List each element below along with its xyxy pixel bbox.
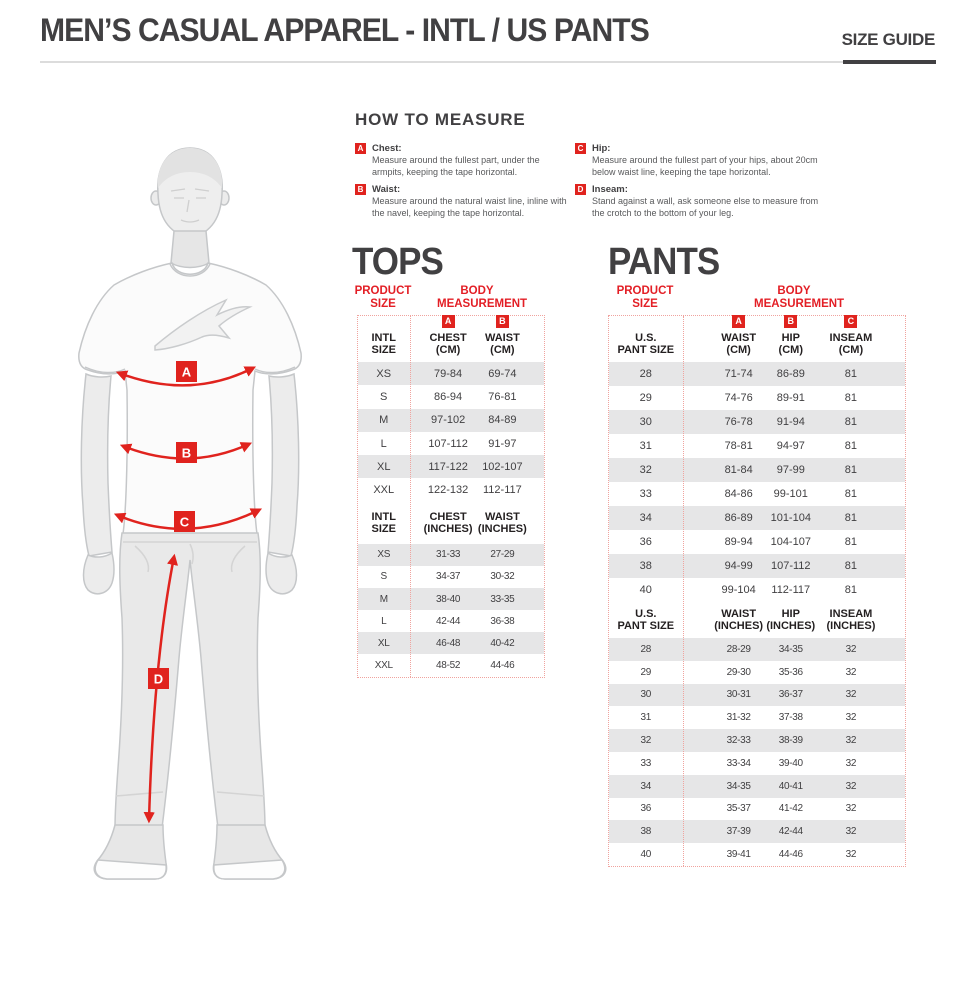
table-header-row: [609, 602, 905, 638]
left-hand: [84, 553, 114, 594]
table-rows: [358, 362, 544, 502]
table-row: [358, 544, 544, 566]
table-row: [609, 530, 905, 554]
figure-marker-c: C: [179, 514, 190, 530]
table-cell: 86-89: [724, 512, 753, 524]
table-row: [609, 434, 905, 458]
column-header: INSEAM (INCHES): [826, 608, 876, 632]
table-cell: 94-97: [776, 440, 805, 452]
table-cell: 76-81: [488, 390, 517, 403]
table-row: [609, 554, 905, 578]
table-cell: 29: [640, 666, 652, 678]
column-header: A WAIST (CM): [721, 316, 757, 356]
table-cell: 32-33: [726, 735, 751, 747]
column-header: A CHEST (CM): [429, 316, 467, 356]
table-cell: 29-30: [726, 666, 751, 678]
table-cell: 81: [844, 512, 858, 524]
table-cell: 81: [844, 584, 858, 596]
table-cell: XS: [376, 367, 392, 380]
pants-title: PANTS: [608, 241, 720, 283]
table-header-row: [609, 316, 905, 362]
table-cell: 31-33: [436, 549, 461, 561]
table-cell: 89-91: [776, 392, 805, 404]
size-guide-tab[interactable]: SIZE GUIDE: [841, 30, 935, 49]
measure-badge-a-icon: A: [732, 315, 745, 328]
table-cell: 117-122: [428, 460, 468, 473]
table-row: [609, 729, 905, 752]
measure-badge-d-icon: D: [575, 184, 586, 195]
table-cell: 46-48: [436, 637, 461, 649]
table-cell: 28: [639, 368, 652, 380]
table-cell: 107-112: [770, 560, 811, 572]
table-cell: 33: [640, 757, 652, 769]
table-row: [609, 684, 905, 707]
product-size-label: PRODUCT SIZE: [616, 285, 674, 310]
table-cell: 33-34: [726, 757, 751, 769]
table-rows: [358, 544, 544, 677]
figure-marker-b: B: [181, 445, 192, 461]
table-cell: 71-74: [724, 368, 753, 380]
measurement-figure: [55, 128, 335, 908]
table-cell: 33-35: [490, 593, 515, 605]
table-cell: 27-29: [490, 549, 515, 561]
table-cell: 36: [639, 536, 652, 548]
table-cell: 107-112: [428, 437, 468, 450]
table-cell: 32: [845, 666, 857, 678]
right-hand: [266, 553, 296, 594]
tops-title: TOPS: [352, 241, 443, 283]
table-cell: XXL: [374, 660, 393, 672]
figure-marker-d: D: [153, 671, 164, 687]
size-guide-underline: [843, 60, 936, 64]
table-cell: 99-104: [721, 584, 756, 596]
table-row: [609, 386, 905, 410]
table-cell: 86-94: [434, 390, 463, 403]
table-cell: 40-41: [778, 780, 803, 792]
table-cell: 32: [845, 689, 857, 701]
table-header-row: [358, 502, 544, 544]
pants-cm-section: [609, 316, 905, 602]
measure-text: Measure around the fullest part, under the armpits, keeping the tape horizontal.: [372, 155, 540, 177]
table-row: [609, 820, 905, 843]
table-row: [358, 566, 544, 588]
table-cell: 81: [844, 392, 858, 404]
table-cell: 34-35: [778, 643, 803, 655]
column-header: WAIST (INCHES): [714, 608, 764, 632]
table-cell: 79-84: [434, 367, 463, 380]
table-cell: 101-104: [770, 512, 811, 524]
table-cell: 33: [639, 488, 652, 500]
table-cell: 36-37: [778, 689, 803, 701]
table-cell: 34-37: [436, 571, 461, 583]
table-row: [358, 362, 544, 385]
table-cell: 35-36: [778, 666, 803, 678]
left-arm: [81, 374, 112, 556]
table-cell: 38-40: [436, 593, 461, 605]
table-cell: 31: [640, 712, 652, 724]
measure-badge-c-icon: C: [575, 143, 586, 154]
table-cell: 69-74: [488, 367, 517, 380]
table-cell: 32: [845, 849, 857, 861]
table-rows: [609, 638, 905, 866]
table-row: [609, 458, 905, 482]
tops-size-table: [352, 242, 547, 678]
table-cell: 81: [844, 488, 858, 500]
product-size-label: PRODUCT SIZE: [354, 285, 412, 310]
table-cell: 30-31: [726, 689, 751, 701]
table-cell: 76-78: [724, 416, 753, 428]
measure-text: Measure around the fullest part of your hips, about 20cm below waist line, keeping the tape horizontal.: [592, 155, 818, 177]
tops-table-box: [357, 315, 545, 678]
table-cell: 29: [639, 392, 652, 404]
table-cell: 32: [845, 826, 857, 838]
table-cell: 32: [640, 735, 652, 747]
measure-badge-b-icon: B: [784, 315, 797, 328]
table-row: [358, 455, 544, 478]
table-cell: 36-38: [490, 615, 515, 627]
column-header: B WAIST (CM): [484, 316, 520, 356]
table-cell: 122-132: [427, 484, 469, 497]
table-cell: L: [380, 437, 387, 450]
table-cell: 102-107: [482, 460, 523, 473]
jeans: [115, 533, 265, 828]
figure-marker-a: A: [181, 364, 192, 380]
table-row: [609, 578, 905, 602]
table-cell: 97-102: [430, 414, 466, 427]
how-to-measure-section: [355, 110, 965, 224]
table-cell: 32: [845, 712, 857, 724]
table-cell: 81: [844, 440, 858, 452]
table-cell: XL: [377, 637, 390, 649]
table-cell: 94-99: [724, 560, 753, 572]
table-header-row: [358, 316, 544, 362]
table-cell: 30: [639, 416, 652, 428]
measure-label: Waist:: [372, 184, 401, 195]
measure-label: Hip:: [592, 143, 611, 154]
measure-text: Measure around the natural waist line, inline with the navel, keeping the tape horizontal.: [372, 196, 567, 218]
table-cell: 74-76: [724, 392, 753, 404]
column-header: INTL SIZE: [371, 332, 396, 356]
table-cell: 81: [844, 368, 858, 380]
how-to-measure-heading: HOW TO MEASURE: [355, 110, 526, 129]
measure-badge-b-icon: B: [355, 184, 366, 195]
column-header: U.S. PANT SIZE: [617, 608, 675, 632]
tops-column-divider: [410, 316, 411, 677]
table-cell: 28-29: [726, 643, 751, 655]
measure-text: Stand against a wall, ask someone else to measure from the crotch to the bottom of your leg.: [592, 196, 819, 218]
table-cell: 32: [845, 803, 857, 815]
table-cell: XXL: [373, 484, 395, 497]
column-header: U.S. PANT SIZE: [617, 332, 675, 356]
table-row: [609, 638, 905, 661]
table-cell: XS: [377, 549, 391, 561]
table-cell: 48-52: [436, 660, 461, 672]
table-cell: M: [379, 593, 388, 605]
table-cell: 34-35: [726, 780, 751, 792]
table-cell: 39-41: [726, 849, 751, 861]
neck: [171, 231, 209, 268]
table-row: [609, 752, 905, 775]
table-cell: S: [380, 571, 387, 583]
tops-column-group-labels: [354, 284, 545, 312]
table-cell: S: [380, 390, 388, 403]
table-cell: 78-81: [724, 440, 753, 452]
table-cell: 40-42: [490, 637, 515, 649]
measure-badge-a-icon: A: [355, 143, 366, 154]
table-row: [609, 798, 905, 821]
table-cell: 31: [639, 440, 652, 452]
measure-badge-a-icon: A: [442, 315, 455, 328]
tops-inches-section: [358, 502, 544, 677]
table-cell: 30: [640, 689, 652, 701]
table-cell: 84-86: [724, 488, 753, 500]
table-rows: [609, 362, 905, 602]
table-cell: 81: [844, 416, 858, 428]
header-divider: [40, 61, 843, 63]
table-cell: 99-101: [773, 488, 808, 500]
table-cell: XL: [376, 460, 391, 473]
measure-badge-b-icon: B: [496, 315, 509, 328]
column-header: B HIP (CM): [778, 316, 803, 356]
pants-inches-section: [609, 602, 905, 866]
table-row: [358, 654, 544, 676]
table-row: [358, 409, 544, 432]
table-row: [609, 482, 905, 506]
table-row: [609, 843, 905, 866]
table-row: [358, 432, 544, 455]
table-row: [609, 775, 905, 798]
table-row: [609, 706, 905, 729]
pants-size-table: [608, 242, 906, 867]
table-row: [358, 478, 544, 501]
table-cell: 42-44: [778, 826, 803, 838]
column-header: CHEST (INCHES): [423, 510, 473, 535]
table-cell: L: [381, 615, 387, 627]
table-cell: 36: [640, 803, 652, 815]
table-cell: 89-94: [724, 536, 753, 548]
table-cell: 112-117: [771, 584, 811, 596]
page-title: MEN’S CASUAL APPAREL - INTL / US PANTS: [40, 12, 649, 48]
table-cell: 32: [845, 780, 857, 792]
table-cell: 34: [640, 780, 652, 792]
table-cell: 81: [844, 464, 858, 476]
table-cell: 81-84: [724, 464, 753, 476]
table-row: [609, 410, 905, 434]
table-cell: 38-39: [778, 735, 803, 747]
column-header: INTL SIZE: [371, 510, 396, 535]
table-cell: M: [379, 414, 389, 427]
table-cell: 38: [640, 826, 652, 838]
measure-label: Inseam:: [592, 184, 628, 195]
measure-label: Chest:: [372, 143, 402, 154]
table-cell: 30-32: [490, 571, 515, 583]
table-cell: 38: [639, 560, 652, 572]
table-cell: 31-32: [726, 712, 751, 724]
table-cell: 34: [639, 512, 652, 524]
table-cell: 32: [845, 643, 857, 655]
table-cell: 37-38: [778, 712, 803, 724]
body-measurement-label: BODY MEASUREMENT: [754, 285, 845, 310]
pants-column-divider: [683, 316, 684, 866]
table-cell: 28: [640, 643, 652, 655]
table-cell: 112-117: [483, 484, 522, 497]
right-arm: [268, 374, 299, 556]
table-cell: 32: [845, 757, 857, 769]
body-measurement-label: BODY MEASUREMENT: [437, 285, 528, 310]
table-row: [358, 385, 544, 408]
table-cell: 35-37: [726, 803, 751, 815]
table-cell: 39-40: [778, 757, 803, 769]
column-header: HIP (INCHES): [766, 608, 816, 632]
t-shirt: [79, 263, 301, 540]
column-header: C INSEAM (CM): [829, 316, 873, 356]
table-cell: 91-97: [488, 437, 517, 450]
table-cell: 86-89: [776, 368, 805, 380]
table-cell: 104-107: [770, 536, 811, 548]
table-cell: 84-89: [488, 414, 517, 427]
table-cell: 37-39: [726, 826, 751, 838]
table-row: [358, 632, 544, 654]
table-cell: 40: [639, 584, 652, 596]
table-cell: 97-99: [776, 464, 805, 476]
table-row: [609, 506, 905, 530]
table-cell: 91-94: [776, 416, 805, 428]
table-cell: 81: [844, 560, 858, 572]
table-cell: 42-44: [436, 615, 461, 627]
table-cell: 44-46: [778, 849, 803, 861]
table-row: [609, 362, 905, 386]
measure-column-left: [355, 142, 567, 224]
measure-column-right: [575, 142, 821, 224]
pants-table-box: [608, 315, 906, 867]
table-cell: 32: [845, 735, 857, 747]
table-cell: 41-42: [778, 803, 803, 815]
pants-column-group-labels: [608, 284, 906, 312]
table-cell: 81: [844, 536, 858, 548]
table-row: [358, 610, 544, 632]
table-cell: 44-46: [490, 660, 515, 672]
table-cell: 40: [640, 849, 652, 861]
table-row: [609, 661, 905, 684]
tops-cm-section: [358, 316, 544, 502]
measure-badge-c-icon: C: [844, 315, 857, 328]
table-cell: 32: [639, 464, 652, 476]
table-row: [358, 588, 544, 610]
male-figure-illustration: [55, 128, 335, 908]
column-header: WAIST (INCHES): [477, 510, 527, 535]
